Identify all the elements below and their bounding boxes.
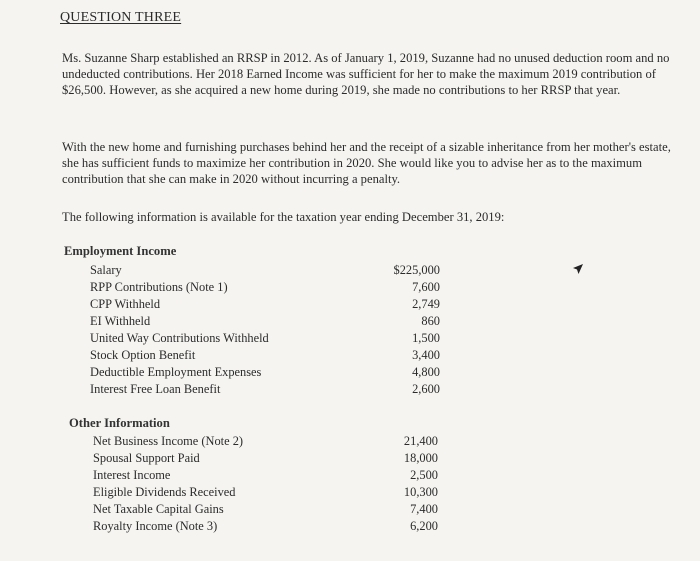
row-label: Eligible Dividends Received [93, 485, 236, 499]
row-value: 7,400 [410, 502, 438, 516]
table-row [93, 467, 438, 484]
table-row [93, 518, 438, 535]
row-value: 10,300 [403, 485, 438, 499]
other-information-heading: Other Information [69, 416, 170, 430]
row-value: $225,000 [393, 263, 440, 277]
table-row [93, 484, 438, 501]
row-label: Interest Income [93, 468, 171, 482]
row-label: RPP Contributions (Note 1) [90, 280, 228, 294]
table-row [90, 381, 440, 398]
row-label: CPP Withheld [90, 297, 161, 311]
row-label: United Way Contributions Withheld [90, 331, 269, 345]
row-label: Net Business Income (Note 2) [93, 434, 244, 448]
row-value: 3,400 [412, 348, 440, 362]
table-row [90, 347, 440, 364]
row-value: 7,600 [412, 280, 440, 294]
row-value: 2,500 [410, 468, 438, 482]
row-label: Deductible Employment Expenses [90, 365, 262, 379]
table-row [93, 433, 438, 450]
row-value: 860 [421, 314, 440, 328]
question-title: QUESTION THREE [60, 10, 182, 25]
row-value: 2,749 [412, 297, 440, 311]
row-label: Spousal Support Paid [93, 451, 200, 465]
table-row [90, 364, 440, 381]
row-value: 6,200 [410, 519, 438, 533]
row-value: 21,400 [403, 434, 438, 448]
table-row [90, 262, 440, 279]
paragraph-background: Ms. Suzanne Sharp established an RRSP in 2012. As of January 1, 2019, Suzanne had no unused deduction room and no undeducted contributions. Her 2018 Earned Income was sufficient for her to make the maximum 2019 contribution of $26,500. However, as she acquired a new home during 2019, she made no contributions to her RRSP that year. [62, 51, 670, 98]
row-value: 2,600 [412, 382, 440, 396]
row-label: EI Withheld [90, 314, 151, 328]
row-label: Net Taxable Capital Gains [93, 502, 224, 516]
table-row [90, 330, 440, 347]
paragraph-intro: The following information is available for the taxation year ending December 31, 2019: [62, 210, 505, 224]
row-value: 1,500 [412, 331, 440, 345]
table-row [90, 279, 440, 296]
table-row [90, 296, 440, 313]
row-label: Stock Option Benefit [90, 348, 196, 362]
table-row [93, 501, 438, 518]
row-value: 18,000 [403, 451, 438, 465]
table-row [90, 313, 440, 330]
row-label: Salary [90, 263, 122, 277]
employment-income-heading: Employment Income [64, 244, 177, 258]
row-label: Interest Free Loan Benefit [90, 382, 221, 396]
mouse-pointer-icon [572, 263, 584, 275]
row-label: Royalty Income (Note 3) [93, 519, 218, 533]
paragraph-request: With the new home and furnishing purchases behind her and the receipt of a sizable inheritance from her mother's estate, she has sufficient funds to maximize her contribution in 2020. She would like you to advise her as to the maximum contribution that she can make in 2020 without incurring a penalty. [62, 140, 671, 187]
row-value: 4,800 [412, 365, 440, 379]
employment-income-table [90, 262, 440, 398]
table-row [93, 450, 438, 467]
other-information-table [93, 433, 438, 535]
